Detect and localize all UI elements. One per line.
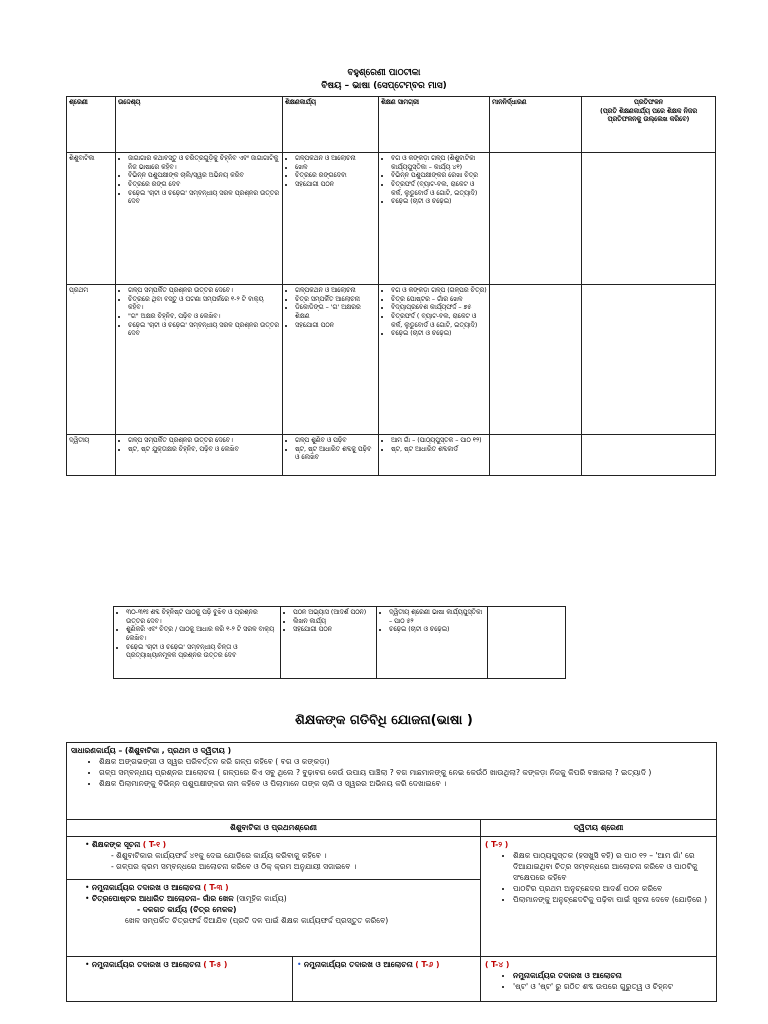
- monitoring-label: ନମୁନାକାର୍ଯ୍ୟର ତଦାରଖ ଓ ଆଲୋଚନା: [91, 960, 201, 969]
- table-row: [67, 435, 716, 476]
- list-item: • ବିଦ୍ୟାପ୍ରବେଶ କାର୍ଯ୍ୟଫର୍ଦ୍ଦ – ୭୫: [391, 304, 487, 313]
- list-item: • ଚଢ଼େଇ 'ଚାଟୀ ଓ ଚଢ଼େଇ' ସମ୍ବନ୍ଧୀୟ ସରଳ ପ୍ରଶ୍ନର ଉତ୍ତର ଦେବ: [128, 190, 280, 207]
- reflection-cell: [582, 285, 716, 435]
- list-item: • ଚଢ଼େଇ (ଚାଟୀ ଓ ଚଢ଼େଇ): [391, 198, 487, 207]
- document-subject: ବିଷୟ – ଭାଷା (ସେପ୍ଟେମ୍ବର ମାସ): [321, 81, 447, 91]
- list-item: • "ଗ" ଅକ୍ଷର ଚିହ୍ନିବ, ପଢ଼ିବ ଓ ଲେଖିବ।: [128, 313, 280, 322]
- list-item: • ଚିତ୍ର ସମ୍ପର୍କିତ ଆଲୋଚନା: [295, 296, 376, 305]
- list-item: • ପିଲାମାନଙ୍କୁ ଅନୁଚ୍ଛେଦଟିକୁ ପଢ଼ିବା ପାଇଁ ସୂଚନା ଦେବେ (ଯୋଡ଼ିରେ ): [513, 894, 712, 905]
- tag-t4: ( T-୪ ): [485, 960, 510, 969]
- list-item: • ଚଢ଼େଇ 'ଚାଟୀ ଓ ଚଢ଼େଇ' ସମ୍ବନ୍ଧୀୟ ସରଳ ପ୍ରଶ୍ନର ଉତ୍ତର ଦେବ: [128, 322, 280, 339]
- list-item: • ବିଭିନ୍ନ ପଶୁପକ୍ଷୀଙ୍କ ଚାଲି/ସ୍ୱର ଅଭିନୟ କରିବ: [128, 172, 280, 181]
- list-item: • ସହଯୋଗୀ ପଠନ: [295, 181, 376, 190]
- teacher-plan-title: ଶିକ୍ଷକଙ୍କ ଗତିବିଧି ଯୋଜନା(ଭାଷା ): [295, 713, 473, 728]
- header-assessment: ମାନନିର୍ଦ୍ଧାରଣ: [490, 97, 582, 153]
- list-item: • ଗଳ୍ପ ସମ୍ବନ୍ଧୀୟ ପ୍ରଶ୍ନର ଆଲୋଚନା ( ଗଳ୍ପରେ କିଏ ସବୁ ଥିଲେ ? ବୁଢ଼ାବଗ କେଉଁ ଉପାୟ ପାଞ୍ଚିଲା ? ବଗ ମାଛମାନଙ୍କୁ ନେଇ କେଉଁଠି ଖାଉଥିଲା? କଙ୍କଡ଼ା ନିଜକୁ କିପରି ବଞ୍ଚାଇଲା ? ଇତ୍ୟାଦି ): [99, 767, 712, 778]
- list-item: • ସହଯୋଗୀ ପଠନ: [295, 322, 376, 331]
- list-item: • ବିଭିନ୍ନ ପଶୁପକ୍ଷୀଙ୍କର ରେଖା ଚିତ୍ର: [391, 172, 487, 181]
- objectives-cell: [116, 153, 283, 285]
- list-item: • ଚିତ୍ରଫର୍ଦ୍ଦ (ବ୍ୟାଟ-ବଲ, ରାକେଟ ଓ କର୍କ, ଲୁଡୁବୋର୍ଡ ଓ ଗୋଟି, ଇତ୍ୟାଦି): [391, 181, 487, 198]
- list-item: • ଗଳ୍ପ ସମ୍ପର୍କିତ ପ୍ରଶ୍ନର ଉତ୍ତର ଦେବେ।: [128, 437, 280, 446]
- teacher-activity-plan-table: [66, 742, 717, 1002]
- list-item: • ଚିତ୍ର ପୋଷ୍ଟର – ଗାଁର ଖେଳ: [391, 296, 487, 305]
- header-materials: ଶିକ୍ଷଣ ସାମଗ୍ରୀ: [379, 97, 490, 153]
- list-item: • ଚଢ଼େଇ (ଚାଟୀ ଓ ଚଢ଼େଇ): [391, 330, 487, 339]
- list-item: • ଷ୍ଟ, ଷ୍ଟ ଆଧାରିତ ଶବ୍ଦକାର୍ଡ: [391, 446, 487, 455]
- header-reflection-note: (ପ୍ରତି ଶିକ୍ଷଣକାର୍ଯ୍ୟ ପରେ ଶିକ୍ଷକ ନିଜର ପ୍ରତିଫଳନକୁ ଉଲ୍ଲେଖ କରିବେ): [599, 107, 698, 124]
- list-item: • ଶିକ୍ଷକ ଅଙ୍ଗଭଙ୍ଗୀ ଓ ସ୍ୱର ପରିବର୍ତ୍ତନ କରି ଗଳ୍ପ କହିବେ ( ବଗ ଓ କଙ୍କଡ଼ା): [99, 756, 712, 767]
- assessment-cell: [490, 285, 582, 435]
- header-activities: ଶିକ୍ଷଣକାର୍ଯ୍ୟ: [283, 97, 379, 153]
- activities-cell: [281, 607, 377, 679]
- list-item: • ଡିକୋଡିଙ୍ଗ – 'ଗ' ଅକ୍ଷରର ଶିକ୍ଷଣ: [295, 304, 376, 321]
- table-row: [114, 607, 566, 679]
- list-item: • ଲିଖନ କାର୍ଯ୍ୟ: [293, 618, 374, 627]
- list-item: • ପାଠଟିର ପ୍ରଥମ ଅନୁଚ୍ଛେଦର ଆଦର୍ଶ ପଠନ କରିବେ: [513, 883, 712, 894]
- group-activity-desc: ଖେଳ ସମ୍ପର୍କିତ ଚିତ୍ରଫର୍ଦ୍ଦ ଦିଆଯିବ (ପ୍ରତି ଦଳ ପାଇଁ ଶିକ୍ଷକ କାର୍ଯ୍ୟଫର୍ଦ୍ଦ ପ୍ରସ୍ତୁତ କରିବେ): [125, 916, 389, 925]
- list-item: • ଗଳ୍ପକଥନ ଓ ଆଲୋଚନା: [295, 287, 376, 296]
- reflection-cell: [582, 435, 716, 476]
- document-title: ବହୁଶ୍ରେଣୀ ପାଠଟୀକା: [347, 68, 421, 78]
- activities-cell: [283, 153, 379, 285]
- heading-second: ଦ୍ୱିତୀୟ ଶ୍ରେଣୀ: [481, 820, 717, 837]
- monitoring-label: ନମୁନାକାର୍ଯ୍ୟର ତଦାରଖ ଓ ଆଲୋଚନା: [303, 960, 413, 969]
- materials-cell: [379, 435, 490, 476]
- list-item: • ଚଢ଼େଇ 'ଚାଟୀ ଓ ଚଢ଼େଇ' ସମ୍ବନ୍ଧୀୟ ଚିନ୍ତା ଓ ପ୍ରତ୍ୟାଖ୍ୟାନମୂଳକ ପ୍ରଶ୍ନର ଉତ୍ତର ଦେବ: [126, 644, 278, 661]
- list-item: • ପଠନ ଅଭ୍ୟାସ (ଆଦର୍ଶ ପଠନ): [293, 609, 374, 618]
- tag-t2: ( T-୨ ): [485, 840, 509, 849]
- bullet-icon: •: [297, 960, 302, 969]
- class-cell: ଦ୍ୱିତୀୟ: [67, 435, 116, 476]
- header-class: ଶ୍ରେଣୀ: [67, 97, 116, 153]
- plan-row: • ନମୁନାକାର୍ଯ୍ୟର ତଦାରଖ ଓ ଆଲୋଚନା ( T-୫ ) • ନମୁନାକାର୍ଯ୍ୟର ତଦାରଖ ଓ ଆଲୋଚନା ( T-୬ ) ( T-୪ ) • ନମୁନାକାର୍ଯ୍ୟର ତଦାରଖ ଓ ଆଲୋଚନା • 'ଷ୍ଟ' ଓ 'ଷ୍ଟ' ରୁ ଗଠିତ ଶବ୍ଦ ଉପରେ ଗୁରୁତ୍ୱ ଓ ଚିହ୍ନଟ: [67, 957, 717, 1002]
- list-item: • ଶିକ୍ଷକ ପାଠ୍ୟପୁସ୍ତକ (ହସଖୁସି ବହି) ର ପାଠ ୧୨ – 'ଆମ ଗାଁ' ରେ ଦିଆଯାଇଥିବା ଚିତ୍ର ସମ୍ବନ୍ଧରେ ଆଲୋଚନା କରିବେ ଓ ପାଠଟିକୁ ସଂକ୍ଷେପରେ କହିବେ: [513, 850, 712, 883]
- list-item: • 'ଷ୍ଟ' ଓ 'ଷ୍ଟ' ରୁ ଗଠିତ ଶବ୍ଦ ଉପରେ ଗୁରୁତ୍ୱ ଓ ଚିହ୍ନଟ: [513, 981, 712, 992]
- general-activities-heading: ସାଧାରଣକାର୍ଯ୍ୟ – (ଶିଶୁବାଟିକା , ପ୍ରଥମ ଓ ଦ୍ୱିତୀୟ ): [71, 746, 232, 755]
- header-row: [67, 97, 716, 153]
- header-objectives: ଉଦ୍ଦେଶ୍ୟ: [116, 97, 283, 153]
- poster-discussion-note: (ସାମୂହିକ କାର୍ଯ୍ୟ): [236, 894, 287, 903]
- list-item: • ଗଳ୍ପ ଶୁଣିବ ଓ ପଢ଼ିବ: [295, 437, 376, 446]
- list-item: • ଚିତ୍ରରେ ରଙ୍ଗ ଦେବ: [128, 181, 280, 190]
- list-item: • ଷ୍ଟ, ଷ୍ଟ ଆଧାରିତ ଶବ୍ଦକୁ ପଢ଼ିବ ଓ ଲେଖିବ: [295, 446, 376, 463]
- lesson-plan-continuation-table: [113, 606, 566, 679]
- group-activity: - ଦଳଗତ କାର୍ଯ୍ୟ (ଚିତ୍ର ମେଳକ): [137, 905, 237, 914]
- list-item: • ବଗ ଓ କଙ୍କଡ଼ା ଗଳ୍ପ (ଶିଶୁବାଟିକା କାର୍ଯ୍ୟପୁସ୍ତିକା – କାର୍ଯ୍ୟ ୪୧): [391, 155, 487, 172]
- tag-t6: ( T-୬ ): [415, 960, 440, 969]
- list-item: • ଚିତ୍ରଫର୍ଦ୍ଦ ( ବ୍ୟାଟ-ବଲ, ରାକେଟ ଓ କର୍କ, ଲୁଡୁବୋର୍ଡ ଓ ଗୋଟି, ଇତ୍ୟାଦି): [391, 313, 487, 330]
- instruction-line: ଶିଶୁବାଟିକାର କାର୍ଯ୍ୟଫର୍ଦ୍ଦ ୪୧କୁ ଦେଇ ଯୋଡ଼ିରେ କାର୍ଯ୍ୟ କରିବାକୁ କହିବେ ।: [116, 851, 327, 860]
- list-item: • ଚିତ୍ରରେ ରଙ୍ଗଦେବା: [295, 172, 376, 181]
- tag-t5: ( T-୫ ): [203, 960, 228, 969]
- general-activities-row: [67, 743, 717, 820]
- list-item: • ନମୁନାକାର୍ଯ୍ୟର ତଦାରଖ ଓ ଆଲୋଚନା: [513, 970, 712, 981]
- class-cell: ପ୍ରଥମ: [67, 285, 116, 435]
- objectives-cell: [116, 285, 283, 435]
- list-item: • ଗଳ୍ପ ସମ୍ପର୍କିତ ପ୍ରଶ୍ନର ଉତ୍ତର ଦେବେ।: [128, 287, 280, 296]
- list-item: • ଗଳ୍ପକଥନ ଓ ଆଲୋଚନା: [295, 155, 376, 164]
- assessment-cell: [488, 607, 566, 679]
- list-item: • ଷ୍ଟ, ଷ୍ଟ ଯୁକ୍ତାକ୍ଷର ଚିହ୍ନିବ, ପଢ଼ିବ ଓ ଲେଖିବ: [128, 446, 280, 455]
- list-item: • ଶୁଣିକରି ଏବଂ ଚିତ୍ର / ପାଠକୁ ଆଧାର କରି ୧-୨ ଟି ସରଳ ବାକ୍ୟ ଲେଖିବ।: [126, 626, 278, 643]
- materials-cell: [377, 607, 488, 679]
- table-row: [67, 285, 716, 435]
- list-item: • ଚଢ଼େଇ (ଚାଟୀ ଓ ଚଢ଼େଇ): [389, 626, 485, 635]
- reflection-cell: [582, 153, 716, 285]
- monitoring-label: ନମୁନାକାର୍ଯ୍ୟର ତଦାରଖ ଓ ଆଲୋଚନା: [91, 883, 201, 892]
- activities-cell: [283, 285, 379, 435]
- activities-cell: [283, 435, 379, 476]
- list-item: • ଆମ ଗାଁ – (ପାଠ୍ୟପୁସ୍ତକ – ପାଠ ୧୨): [391, 437, 487, 446]
- list-item: • ସହଯୋଗୀ ପଠନ: [293, 626, 374, 635]
- list-item: • ଚିତ୍ରରେ ଥିବା ବସ୍ତୁ ଓ ଘଟଣା ସମ୍ପର୍କରେ ୧-୨ ଟି ବାକ୍ୟ କହିବ।: [128, 296, 280, 313]
- list-item: • ଜାଗାଗାର କଥାବସ୍ତୁ ଓ ଚରିତ୍ରଗୁଡ଼ିକୁ ଚିହ୍ନିବ ଏବଂ ଜାଗାଗାଟିକୁ ନିଜ ଭାଷାରେ କହିବ।: [128, 155, 280, 172]
- list-item: • ଶିକ୍ଷକ ପିଲାମାନଙ୍କୁ ବିଭିନ୍ନ ପଶୁପକ୍ଷୀଙ୍କର ନାମ କହିବେ ଓ ପିଲାମାନେ ତାଙ୍କ ଚାଲି ଓ ସ୍ୱରର ଅଭିନୟ କରି ଦେଖାଇବେ ।: [99, 778, 712, 789]
- instruction-line: ଗଳ୍ପର କ୍ରମ ସମ୍ବନ୍ଧରେ ଆଲୋଚନା କରିବେ ଓ ଠିକ୍ କ୍ରମ ଅନୁଯାୟୀ ସଜାଇବେ ।: [116, 862, 357, 871]
- list-item: • ଖେଳ: [295, 164, 376, 173]
- header-reflection: [582, 97, 716, 153]
- tag-t3: ( T-୩ ): [203, 883, 229, 892]
- assessment-cell: [490, 153, 582, 285]
- table-row: [67, 153, 716, 285]
- header-reflection-label: ପ୍ରତିଫଳନ: [634, 99, 663, 106]
- objectives-cell: [114, 607, 281, 679]
- plan-row: • ନମୁନାକାର୍ଯ୍ୟର ତଦାରଖ ଓ ଆଲୋଚନା ( T-୩ ) • ଚିତ୍ରପୋଷ୍ଟର ଆଧାରିତ ଆଲୋଚନା– ଗାଁର ଖେଳ (ସାମୂହିକ କାର୍ଯ୍ୟ) - ଦଳଗତ କାର୍ଯ୍ୟ (ଚିତ୍ର ମେଳକ) ଖେଳ ସମ୍ପର୍କିତ ଚିତ୍ରଫର୍ଦ୍ଦ ଦିଆଯିବ (ପ୍ରତି ଦଳ ପାଇଁ ଶିକ୍ଷକ କାର୍ଯ୍ୟଫର୍ଦ୍ଦ ପ୍ରସ୍ତୁତ କରିବେ): [67, 880, 717, 957]
- list-item: • ବଗ ଓ କଙ୍କଡ଼ା ଗଳ୍ପ (ଗଳ୍ପର ଚିତ୍ର): [391, 287, 487, 296]
- lesson-plan-table: [66, 96, 716, 476]
- objectives-cell: [116, 435, 283, 476]
- poster-discussion: ଚିତ୍ରପୋଷ୍ଟର ଆଧାରିତ ଆଲୋଚନା– ଗାଁର ଖେଳ: [91, 894, 234, 903]
- teacher-instruction-label: ଶିକ୍ଷକଙ୍କ ସୂଚନା: [91, 840, 141, 849]
- materials-cell: [379, 285, 490, 435]
- list-item: • ୩୦-୩୧ଃ ଶବ୍ଦ ଚିହ୍ନିଷ୍ଟ ପାଠକୁ ପଢ଼ି ବୁଝିବ ଓ ପ୍ରଶ୍ନର ଉତ୍ତର ଦେବ।: [126, 609, 278, 626]
- tag-t1: ( T-୧ ): [142, 840, 167, 849]
- heading-preschool-first: ଶିଶୁବାଟିକା ଓ ପ୍ରଥମଶ୍ରେଣୀ: [67, 820, 481, 837]
- class-cell: ଶିଶୁବାଟିକା: [67, 153, 116, 285]
- list-item: • ଦ୍ୱିତୀୟ ଶ୍ରେଣୀ ଭାଷା କାର୍ଯ୍ୟପୁସ୍ତିକା – ପାଠ ୫୨: [389, 609, 485, 626]
- assessment-cell: [490, 435, 582, 476]
- materials-cell: [379, 153, 490, 285]
- column-heading-row: [67, 820, 717, 837]
- plan-row: • ଶିକ୍ଷକଙ୍କ ସୂଚନା ( T-୧ ) - ଶିଶୁବାଟିକାର କାର୍ଯ୍ୟଫର୍ଦ୍ଦ ୪୧କୁ ଦେଇ ଯୋଡ଼ିରେ କାର୍ଯ୍ୟ କରିବାକୁ କହିବେ । - ଗଳ୍ପର କ୍ରମ ସମ୍ବନ୍ଧରେ ଆଲୋଚନା କରିବେ ଓ ଠିକ୍ କ୍ରମ ଅନୁଯାୟୀ ସଜାଇବେ । ( T-୨ ) • ଶିକ୍ଷକ ପାଠ୍ୟପୁସ୍ତକ (ହସଖୁସି ବହି) ର ପାଠ ୧୨ – 'ଆମ ଗାଁ' ରେ ଦିଆଯାଇଥିବା ଚିତ୍ର ସମ୍ବନ୍ଧରେ ଆଲୋଚନା କରିବେ ଓ ପାଠଟିକୁ ସଂକ୍ଷେପରେ କହିବେ • ପାଠଟିର ପ୍ରଥମ ଅନୁଚ୍ଛେଦର ଆଦର୍ଶ ପଠନ କରିବେ • ପିଲାମାନଙ୍କୁ ଅନୁଚ୍ଛେଦଟିକୁ ପଢ଼ିବା ପାଇଁ ସୂଚନା ଦେବେ (ଯୋଡ଼ିରେ ): [67, 837, 717, 880]
